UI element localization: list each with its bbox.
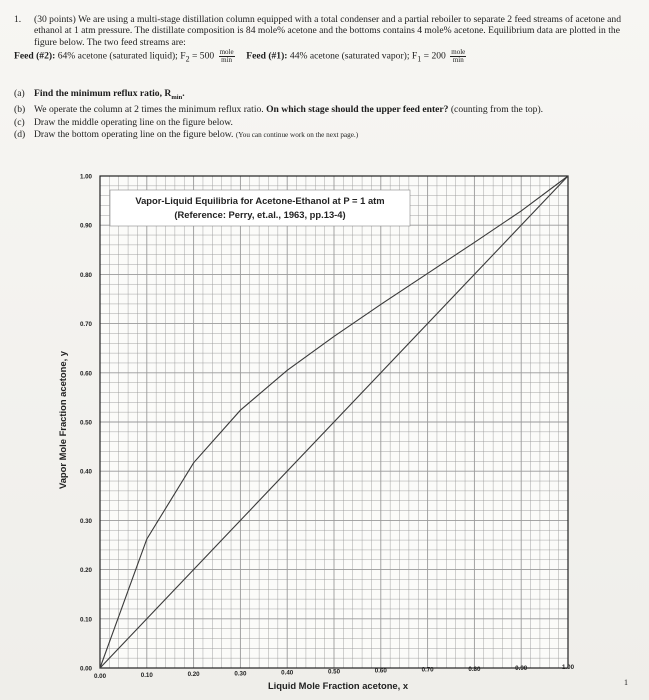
y-tick-label: 0.30 <box>79 517 92 525</box>
x-tick-label: 0.10 <box>140 672 153 680</box>
part-b: (b) We operate the column at 2 times the minimum reflux ratio. On which stage should the upper feed enter? (counting from the top). <box>14 104 544 116</box>
feed1-value: = 200 <box>423 50 446 62</box>
x-axis-label: Liquid Mole Fraction acetone, x <box>267 680 409 691</box>
x-tick-label: 1.00 <box>561 664 575 671</box>
x-tick-label: 0.70 <box>421 666 434 674</box>
y-tick-label: 0.20 <box>79 567 92 575</box>
y-tick-label: 1.00 <box>79 173 92 181</box>
x-tick-label: 0.90 <box>515 664 528 672</box>
feed2-label: Feed (#2): <box>14 50 56 62</box>
y-tick-label: 0.50 <box>79 419 92 427</box>
part-c: (c) Draw the middle operating line on the figure below. <box>14 116 233 128</box>
x-tick-label: 0.30 <box>234 670 247 678</box>
y-tick-label: 0.10 <box>79 616 92 624</box>
y-tick-label: 0.80 <box>79 271 92 279</box>
y-axis-label: Vapor Mole Fraction acetone, y <box>57 350 68 490</box>
y-tick-label: 0.40 <box>79 468 92 476</box>
feed2-unit: $\frac{\text{mole}}{\min}$ <box>219 48 234 65</box>
part-d: (d) Draw the bottom operating line on the figure below. (You can continue work on the next page.) <box>14 129 359 141</box>
x-tick-label: 0.00 <box>93 673 107 680</box>
feed1-unit: $\frac{\text{mole}}{\min}$ <box>451 48 466 65</box>
feed1-text: 44% acetone (saturated vapor); F <box>289 50 418 62</box>
page-number: 1 <box>624 678 628 687</box>
question-points: (30 points) <box>34 14 76 25</box>
feed1-label: Feed (#1): <box>246 50 288 62</box>
y-tick-label: 0.60 <box>79 370 92 378</box>
y-tick-label: 0.00 <box>79 665 92 673</box>
feed2-text: 64% acetone (saturated liquid); F <box>57 50 186 62</box>
feed2-value: = 500 <box>192 50 215 62</box>
x-tick-label: 0.50 <box>327 668 341 676</box>
chart-subtitle: (Reference: Perry, et.al., 1963, pp.13-4) <box>174 209 346 220</box>
feed-specs: Feed (#2): 64% acetone (saturated liquid); $F_2 = 500$ $\frac{\text{mole}}{\min}$ Feed (#1): 44% acetone (saturated vapor); $F_1 = 200$ $\frac{\text{mole}}{\min}$ <box>14 48 466 65</box>
chart-title: Vapor-Liquid Equilibria for Acetone-Ethanol at P = 1 atm <box>135 195 385 206</box>
x-tick-label: 0.80 <box>468 665 481 673</box>
y-tick-label: 0.90 <box>79 222 92 230</box>
x-tick-label: 0.60 <box>374 667 387 675</box>
question-number: 1. <box>14 14 22 25</box>
y-tick-label: 0.70 <box>79 321 92 329</box>
question-intro: We are using a multi-stage distillation column equipped with a total condenser and a partial reboiler to separate 2 feed streams of acetone and ethanol at 1 atm pressure. The distillate composition is 84 mole% acetone and the bottoms contains 4 mole% acetone. Equilibrium data are plotted in the figure below. The two feed streams are: <box>34 14 622 48</box>
x-tick-label: 0.20 <box>187 671 200 679</box>
x-tick-label: 0.40 <box>281 669 294 677</box>
part-a: (a) Find the minimum reflux ratio, $R_{min}$. <box>14 88 185 101</box>
